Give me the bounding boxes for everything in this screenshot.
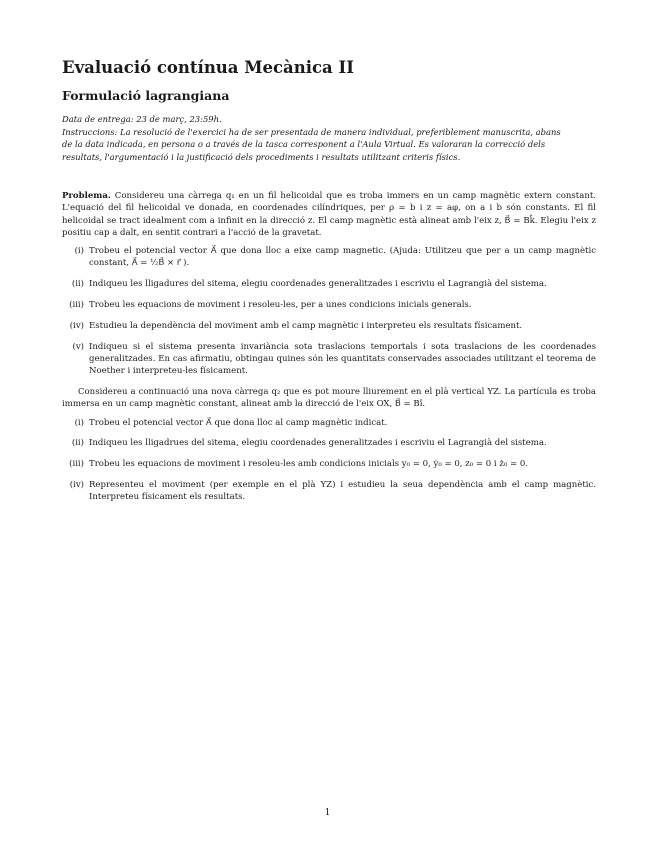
list-item [62,320,596,332]
item-label: (iv) [69,320,84,331]
item-text: Indiqueu les lligadrues del sitema, elegiu coordenades generalitzades i escriviu el Lagrangià del sistema. [89,438,547,449]
part1-list [62,245,596,377]
item-label: (i) [74,246,84,257]
page-number: 1 [324,808,331,818]
item-text: Representeu el moviment (per exemple en el plà YZ) i estudieu la seua dependència amb el camp magnètic. Interpreteu físicament els resultats. [89,480,596,503]
item-label: (v) [72,341,84,352]
due-date: Data de entrega: 23 de març, 23:59h. [62,114,222,124]
part2-list [62,417,596,504]
item-text: Indiqueu si el sistema presenta invariància sota traslacions temportals i sota traslacions de les coordenades generalitzades. En cas afirmatiu, obtingau quines són les quantitats conservades associades utilitzant el teorema de Noether i interpreteu-les físicament. [89,341,596,377]
list-item [62,437,596,449]
list-item [62,278,596,290]
list-item [62,245,596,270]
problem-intro-text: Considereu una càrrega q₁ en un fil helicoidal que es troba immers en un camp magnètic extern constant. L'equació del fil helicoidal ve donada, en coordenades cilíndriques, per ρ = b i z = aφ, on a i b són constants. El fil helicoidal se tract idealment com a infinit en la direcció z. El camp magnètic està alineat amb l'eix z, B⃗ = Bk̂. Elegiu l'eix z positiu cap a dalt, en sentit contrari a l'acció de la gravetat. [62,191,596,238]
item-text: Trobeu les equacions de moviment i resoleu-les, per a unes condicions inicials generals. [89,300,472,311]
item-text: Estudieu la dependència del moviment amb el camp magnètic i interpreteu els resultats físicament. [89,320,523,331]
instructions-line: Instruccions: La resolució de l'exercici ha de ser presentada de manera individual, preferiblement manuscrita, abans [62,126,561,137]
second-intro: Considereu a continuació una nova càrrega q₂ que es pot moure lliurement en el plà vertical YZ. La partícula es troba immersa en un camp magnètic constant, alineat amb la direcció de l'eix OX, B⃗ = Bî. [62,387,596,410]
item-label: (ii) [71,438,84,449]
document-page [62,58,596,512]
list-item [62,479,596,504]
list-item [62,458,596,470]
page-title: Evaluació contínua Mecànica II [62,58,354,77]
item-label: (i) [74,417,84,428]
item-text: Indiqueu les lligadures del sitema, elegiu coordenades generalitzades i escriviu el Lagrangià del sistema. [89,279,547,290]
instructions-block [62,113,596,163]
item-label: (iv) [69,480,84,491]
instructions-line: de la data indicada, en persona o a través de la tasca corresponent a l'Aula Virtual. Es valoraran la correcció dels [62,139,546,149]
problem-intro [62,190,596,239]
page-subtitle: Formulació lagrangiana [62,88,230,103]
list-item [62,299,596,311]
instructions-line: resultats, l'argumentació i la justificació dels procediments i resultats utilitzant criteris físics. [62,151,461,162]
list-item [62,417,596,429]
item-text: Trobeu el potencial vector A⃗ que dona lloc al camp magnètic indicat. [89,417,388,428]
problem-label: Problema. [62,191,111,201]
item-label: (iii) [69,300,84,311]
item-label: (iii) [69,459,84,470]
list-item [62,341,596,378]
item-text: Trobeu les equacions de moviment i resoleu-les amb condicions inicials y₀ = 0, ẏ₀ = 0, z₀ = 0 i ż₀ = 0. [89,459,529,470]
item-text: Trobeu el potencial vector A⃗ que dona lloc a eixe camp magnetic. (Ajuda: Utilitzeu que per a un camp magnètic constant, A⃗ = ½B⃗ × r⃗ ). [89,246,596,269]
item-label: (ii) [71,279,84,290]
